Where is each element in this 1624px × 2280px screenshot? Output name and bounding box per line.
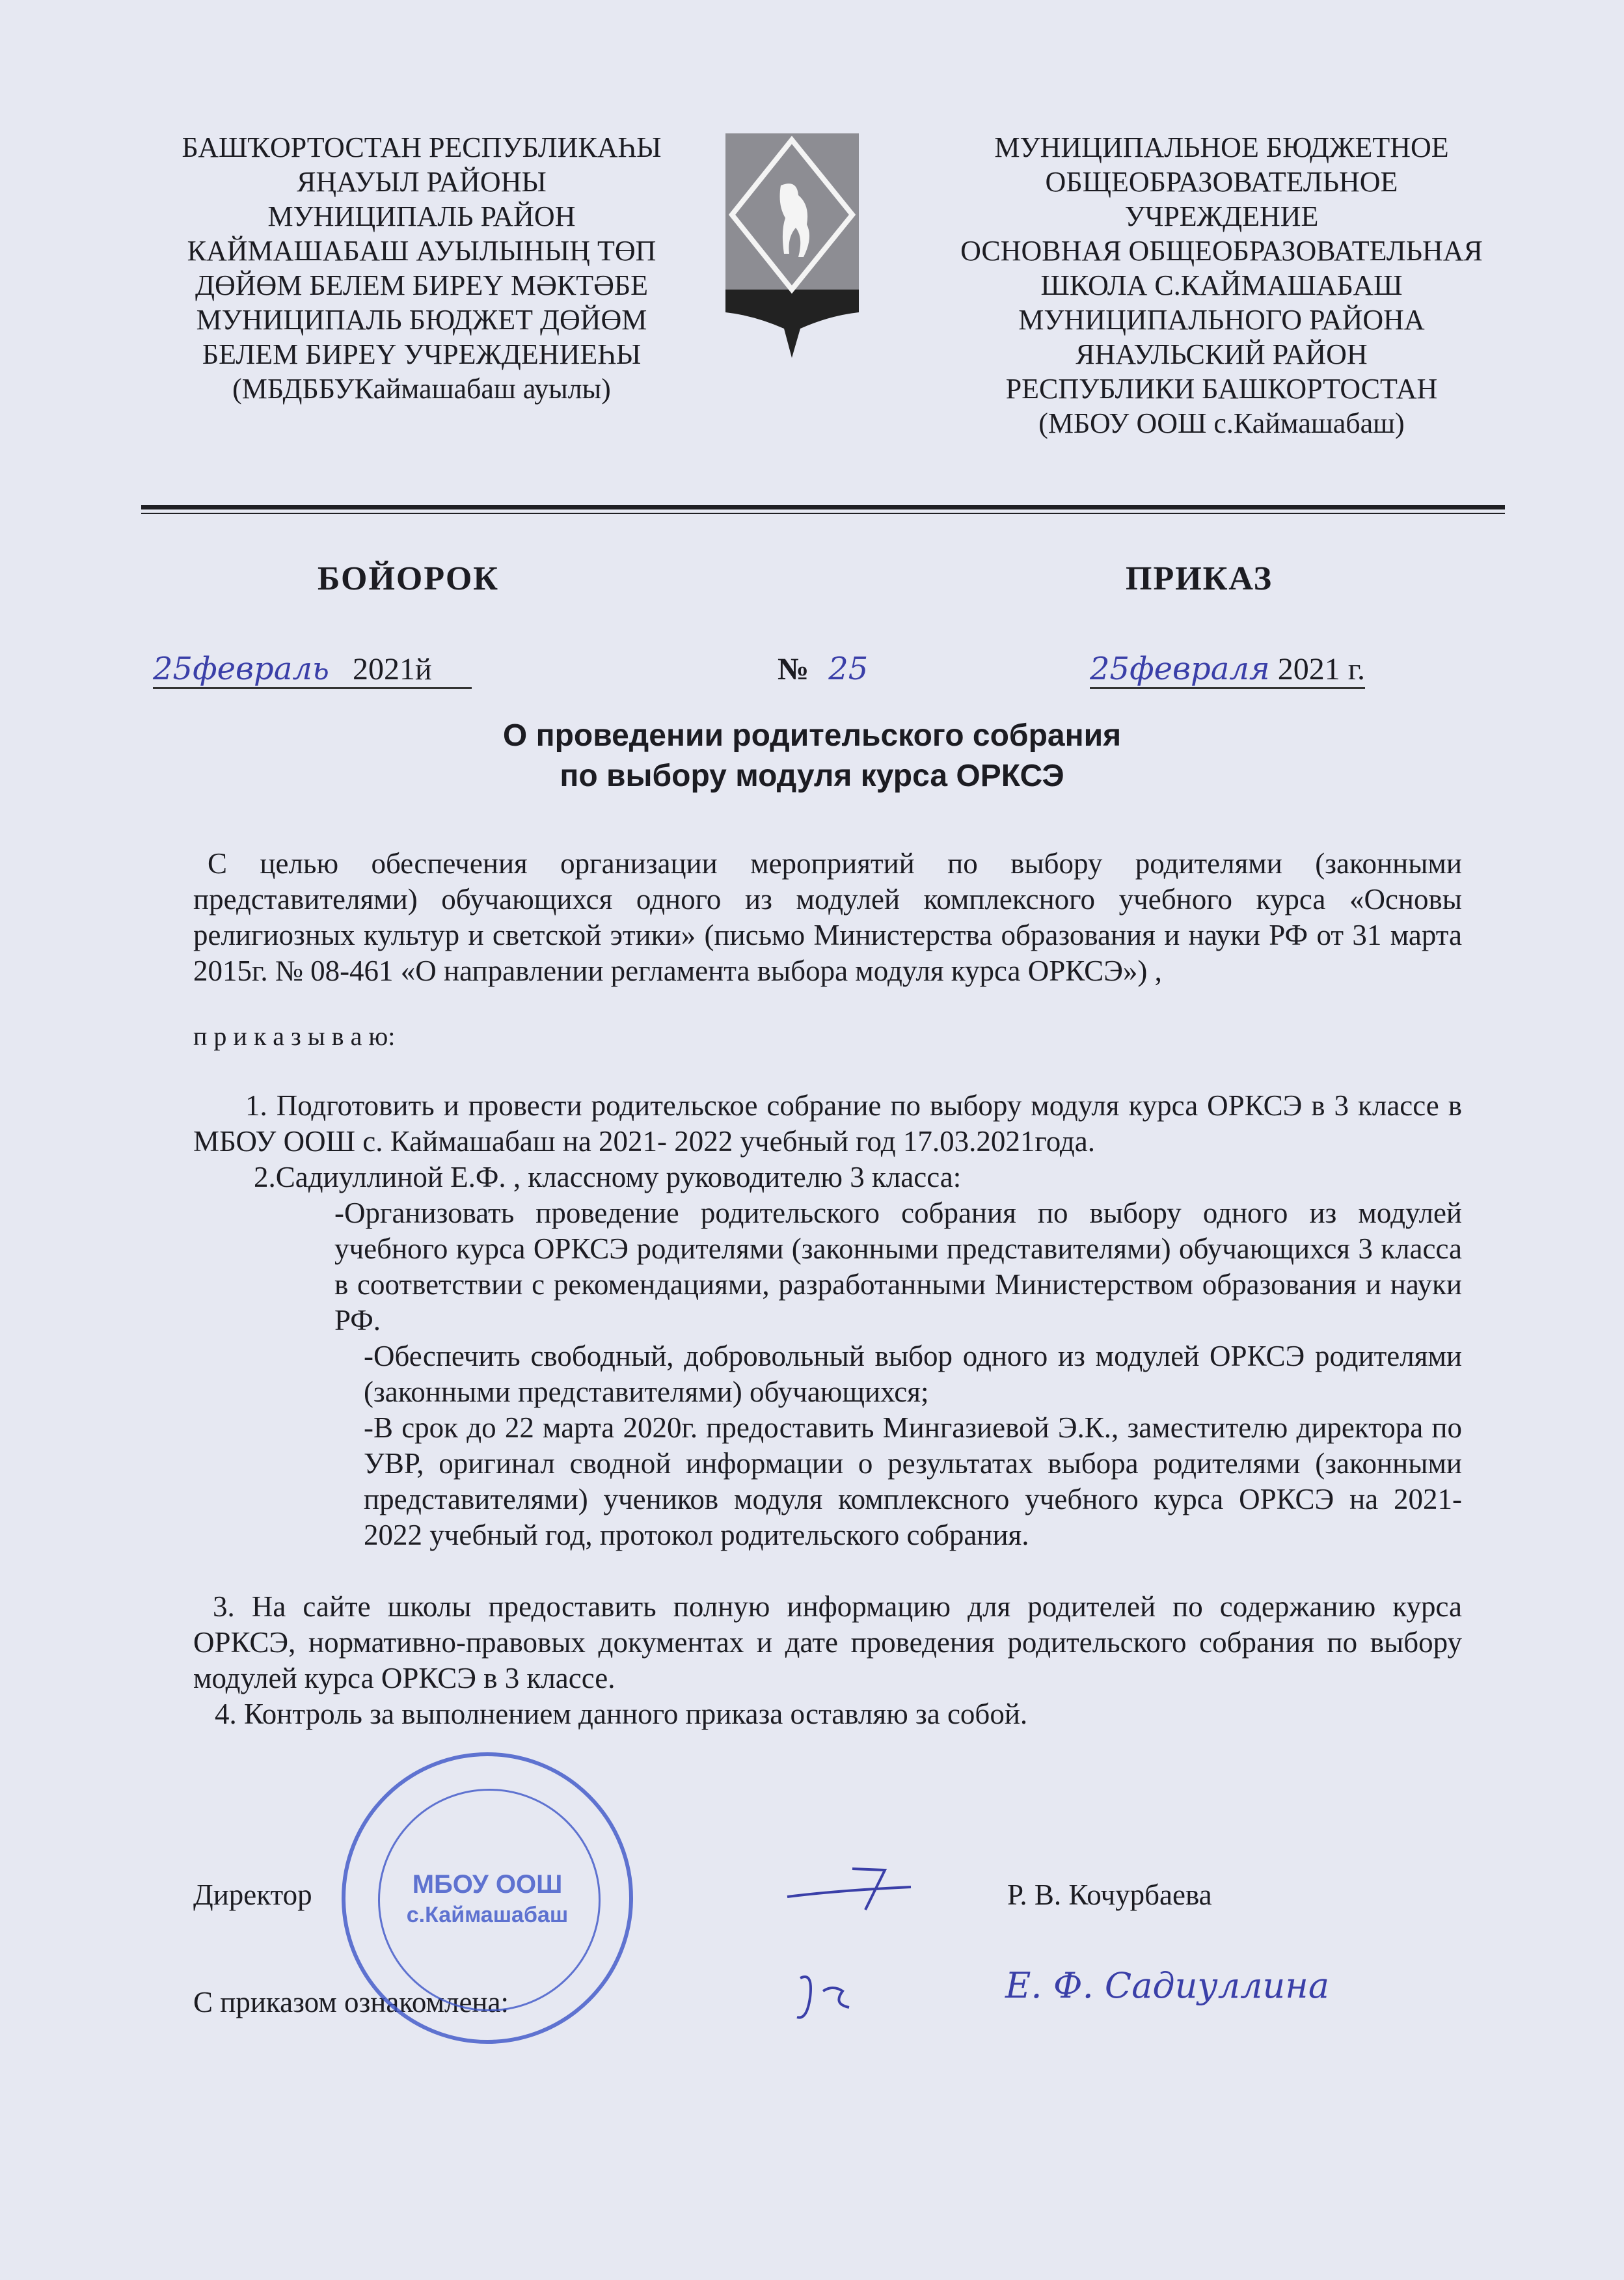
header-line: УЧРЕЖДЕНИЕ — [1124, 200, 1319, 232]
header-line: ШКОЛА С.КАЙМАШАБАШ — [1040, 269, 1403, 301]
item-2b: -Обеспечить свободный, добровольный выбор одного из модулей ОРКСЭ родителями (законными представителями) обучающихся; — [364, 1340, 1462, 1408]
order-word: п р и к а з ы в а ю: — [193, 1022, 396, 1051]
header-line: (МБДББУКаймашабаш ауылы) — [232, 373, 611, 405]
header-line: ОБЩЕОБРАЗОВАТЕЛЬНОЕ — [1045, 166, 1398, 198]
acknowledger-initials-signature — [787, 1959, 865, 2030]
header-line: МУНИЦИПАЛЬ РАЙОН — [267, 200, 576, 232]
item-2c: -В срок до 22 марта 2020г. предоставить Мингазиевой Э.К., заместителю директора по УВР, оригинал сводной информации о результатах выбора родителями (законными представителями) учеников модуля комплексного учебного курса ОРКСЭ на 2021- 2022 учебный год, протокол родительского собрания. — [364, 1411, 1462, 1551]
handwritten-number: 25 — [828, 651, 869, 687]
header-line: РЕСПУБЛИКИ БАШКОРТОСТАН — [1005, 373, 1438, 405]
header-right-russian — [924, 130, 1519, 441]
header-line: МУНИЦИПАЛЬНОГО РАЙОНА — [1018, 304, 1425, 336]
coat-of-arms-emblem — [725, 133, 859, 358]
header-line: ОСНОВНАЯ ОБЩЕОБРАЗОВАТЕЛЬНАЯ — [960, 235, 1483, 267]
acknowledged-label: С приказом ознакомлена: — [193, 1986, 509, 2018]
acknowledger-name-handwritten: Е. Ф. Садиуллина — [1005, 1965, 1330, 2006]
item-4: 4. Контроль за выполнением данного приказа оставляю за собой. — [215, 1698, 1028, 1730]
item-1: 1. Подготовить и провести родительское собрание по выбору модуля курса ОРКСЭ в 3 классе в МБОУ ООШ с. Каймашабаш на 2021- 2022 учебный год 17.03.2021года. — [193, 1089, 1462, 1158]
year-suffix: 2021 г. — [1277, 652, 1365, 686]
header-line: БЕЛЕМ БИРЕҮ УЧРЕЖДЕНИЕҺЫ — [202, 338, 642, 370]
header-divider-thin — [141, 513, 1505, 514]
handwritten-date: 25февраля — [1090, 651, 1270, 687]
date-left — [153, 651, 472, 689]
stamp-text: МБОУ ООШ — [412, 1870, 563, 1899]
header-line: БАШҠОРТОСТАН РЕСПУБЛИКАҺЫ — [182, 131, 662, 163]
number-sign: № — [778, 652, 809, 686]
order-number — [778, 651, 868, 687]
item-2a: -Организовать проведение родительского собрания по выбору одного из модулей учебного курса ОРКСЭ родителями (законными представителями) обучающихся 3 класса в соответствии с рекомендациями, разработанными Министерством образования и науки РФ. — [334, 1197, 1462, 1337]
header-line: ЯҢАУЫЛ РАЙОНЫ — [297, 166, 547, 198]
doc-kind-bashkir: БОЙОРОК — [318, 560, 499, 597]
year-suffix: 2021й — [353, 652, 432, 686]
document-title — [0, 716, 1624, 796]
doc-kind-russian: ПРИКАЗ — [1126, 560, 1273, 597]
item-3: 3. На сайте школы предоставить полную информацию для родителей по содержанию курса ОРКСЭ, нормативно-правовых документах и дате проведения родительского собрания по выбору модулей курса ОРКСЭ в 3 классе. — [193, 1590, 1462, 1694]
header-line: ЯНАУЛЬСКИЙ РАЙОН — [1076, 338, 1368, 370]
title-line: по выбору модуля курса ОРКСЭ — [560, 759, 1064, 793]
director-signature — [781, 1861, 924, 1913]
header-line: МУНИЦИПАЛЬНОЕ БЮДЖЕТНОЕ — [994, 131, 1449, 163]
header-line: МУНИЦИПАЛЬ БЮДЖЕТ ДӨЙӨМ — [196, 304, 647, 336]
handwritten-date: 25февраль — [153, 651, 330, 687]
header-line: (МБОУ ООШ с.Каймашабаш) — [1038, 407, 1405, 439]
director-label: Директор — [193, 1879, 312, 1911]
intro-paragraph: С целью обеспечения организации мероприятий по выбору родителями (законными представителями) обучающихся одного из модулей комплексного учебного курса «Основы религиозных культур и светской этики» (письмо Министерства образования и науки РФ от 31 марта 2015г. № 08-461 «О направлении регламента выбора модуля курса ОРКСЭ») , — [193, 847, 1462, 987]
director-name: Р. В. Кочурбаева — [1007, 1879, 1212, 1911]
header-line: ДӨЙӨМ БЕЛЕМ БИРЕҮ МӘКТӘБЕ — [195, 269, 649, 301]
header-left-bashkir — [142, 130, 701, 406]
title-line: О проведении родительского собрания — [502, 718, 1122, 753]
header-line: КАЙМАШАБАШ АУЫЛЫНЫҢ ТӨП — [187, 235, 656, 267]
date-right — [1090, 651, 1365, 689]
stamp-text: с.Каймашабаш — [406, 1903, 569, 1927]
official-stamp — [342, 1752, 633, 2044]
header-divider — [141, 505, 1505, 509]
item-2: 2.Садиуллиной Е.Ф. , классному руководителю 3 класса: — [254, 1161, 962, 1193]
